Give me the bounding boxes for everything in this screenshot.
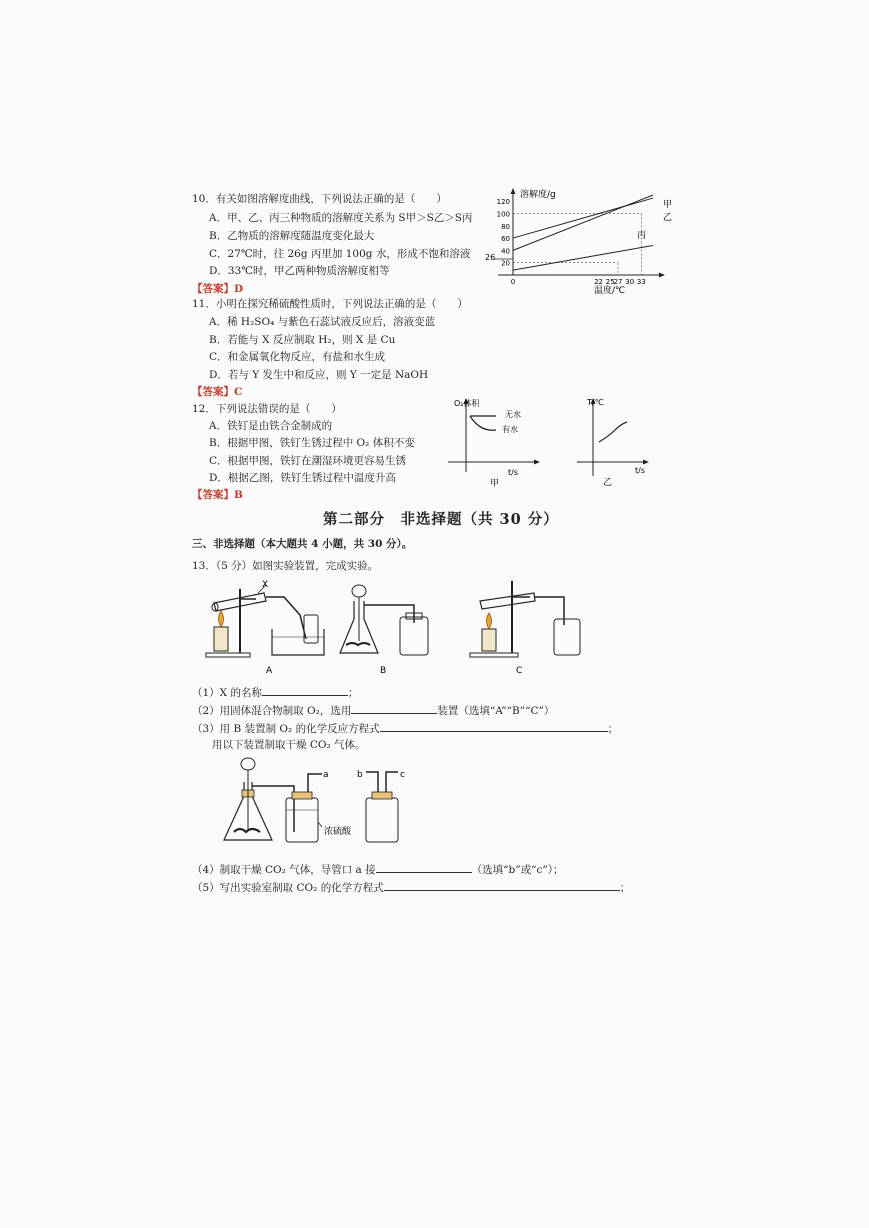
series-label-yi: 乙 [663,213,673,223]
q13-s5-blank[interactable] [384,880,620,891]
series-line-2 [513,198,653,238]
series-label-bing: 丙 [637,231,647,241]
apparatus-abc [200,575,600,680]
q13-s1-blank[interactable] [262,685,348,696]
caption-b: B [380,666,387,676]
series-label-jia: 甲 [663,200,673,210]
caption-a: A [266,666,273,676]
acid-label: 浓硫酸 [324,827,352,837]
y-tick-label: 80 [501,222,510,231]
x-tick-label: 33 [636,278,646,286]
q12-option-a: A．铁钉是由铁合金制成的 [209,420,333,432]
q13-s4-blank[interactable] [376,862,472,873]
q10-option-c: C．27℃时，往 26g 丙里加 100g 水，形成不饱和溶液 [209,248,471,260]
q11-option-d: D．若与 Y 发生中和反应，则 Y 一定是 NaOH [209,369,429,381]
q13-s3-text: （3）用 B 装置制 O₂ 的化学反应方程式 [192,723,380,735]
q13-s5-text: （5）写出实验室制取 CO₂ 的化学方程式 [192,882,384,894]
x-tick-label: 0 [510,278,516,286]
label-x: X [262,580,269,590]
graph-jia [440,392,545,488]
x-tick-label: 27 [613,278,623,286]
q10-option-d: D．33℃时，甲乙两种物质溶解度相等 [209,265,390,277]
q11-option-b: B．若能与 X 反应制取 H₂，则 X 是 Cu [209,334,396,346]
q10-option-a: A．甲、乙、丙三种物质的溶解度关系为 S甲＞S乙＞S丙 [209,212,473,224]
y-tick-label: 60 [501,235,510,244]
x-axis-arrow [659,273,665,278]
y-tick-26: 26 [485,253,496,262]
q13-s5-end: ； [619,882,631,894]
q11-answer: 【答案】C [192,386,243,398]
q13-s1-text: （1）X 的名称 [192,687,262,699]
graph-jia-caption: 甲 [490,479,500,488]
q12-option-b: B．根据甲图，铁钉生锈过程中 O₂ 体积不变 [209,437,415,449]
q11-stem: 11．小明在探究稀硫酸性质时，下列说法正确的是（ ） [192,298,468,310]
dry-co2-apparatus [210,752,430,857]
chart-xlabel: 温度/℃ [594,286,626,296]
q13-s2-text: （2）用固体混合物制取 O₂，选用 [192,705,352,717]
port-c: c [400,770,405,780]
q13-s4 [192,862,563,877]
graph-yi-ylabel: T/℃ [587,398,604,407]
q12-option-c: C．根据甲图，铁钉在潮湿环境更容易生锈 [209,455,407,467]
q10-answer: 【答案】D [192,283,244,295]
q13-s1-end: ； [348,687,359,699]
x-tick-label: 30 [625,278,635,286]
solubility-chart [480,185,690,297]
apparatus-a [206,580,324,676]
port-a: a [323,770,329,780]
y-tick-label: 120 [496,198,510,207]
graph-yi-caption: 乙 [603,478,613,488]
q13-s2 [192,703,554,718]
caption-c: C [516,666,523,676]
q13-s3-blank[interactable] [380,721,608,732]
q13-stem: 13．（5 分）如图实验装置，完成实验。 [192,560,379,572]
series-line-3 [513,245,653,270]
graph-jia-line1: 无水 [505,410,521,419]
chart-ylabel: 溶解度/g [520,190,556,200]
y-tick-label: 20 [501,259,510,268]
q13-s3-end: ； [607,723,619,735]
q13-s3 [192,721,618,736]
y-tick-label: 40 [501,247,510,256]
apparatus-b [340,585,428,676]
q13-s2-text-2: 装置（选填“A”“B”“C”） [437,705,555,717]
q13-s4-text-2: （选填“b”或“c”）； [471,864,564,876]
q10-stem: 10．有关如图溶解度曲线，下列说法正确的是（ ） [192,193,447,205]
q12-answer: 【答案】B [192,489,243,501]
port-b: b [357,770,363,780]
q10-option-b: B．乙物质的溶解度随温度变化最大 [209,230,375,242]
apparatus-c [470,581,580,676]
q13-s2-blank[interactable] [351,703,437,714]
q11-option-c: C．和金属氧化物反应，有盐和水生成 [209,351,386,363]
graph-yi-xlabel: t/s [635,466,645,475]
q13-s3b: 用以下装置制取干燥 CO₂ 气体。 [212,739,366,751]
x-tick-label: 25 [605,278,615,286]
series-line-1 [513,195,653,250]
y-tick-label: 100 [496,210,510,219]
q11-option-a: A．稀 H₂SO₄ 与紫色石蕊试液反应后，溶液变蓝 [209,316,436,328]
x-tick-label: 22 [594,278,604,286]
section-3-heading: 三、非选择题（本大题共 4 小题，共 30 分）。 [192,538,413,550]
q13-s1 [192,685,359,700]
q13-s4-text: （4）制取干燥 CO₂ 气体，导管口 a 接 [192,864,376,876]
q13-s5 [192,880,630,895]
graph-yi [575,392,675,488]
part2-title: 第二部分 非选择题（共 30 分） [323,511,559,528]
q12-option-d: D．根据乙图，铁钉生锈过程中温度升高 [209,472,396,484]
q12-stem: 12．下列说法错误的是（ ） [192,403,342,415]
graph-jia-xlabel: t/s [508,468,518,477]
graph-jia-ylabel: O₂体积 [454,399,480,408]
y-axis-arrow [511,188,516,194]
graph-jia-line2: 有水 [502,425,518,434]
